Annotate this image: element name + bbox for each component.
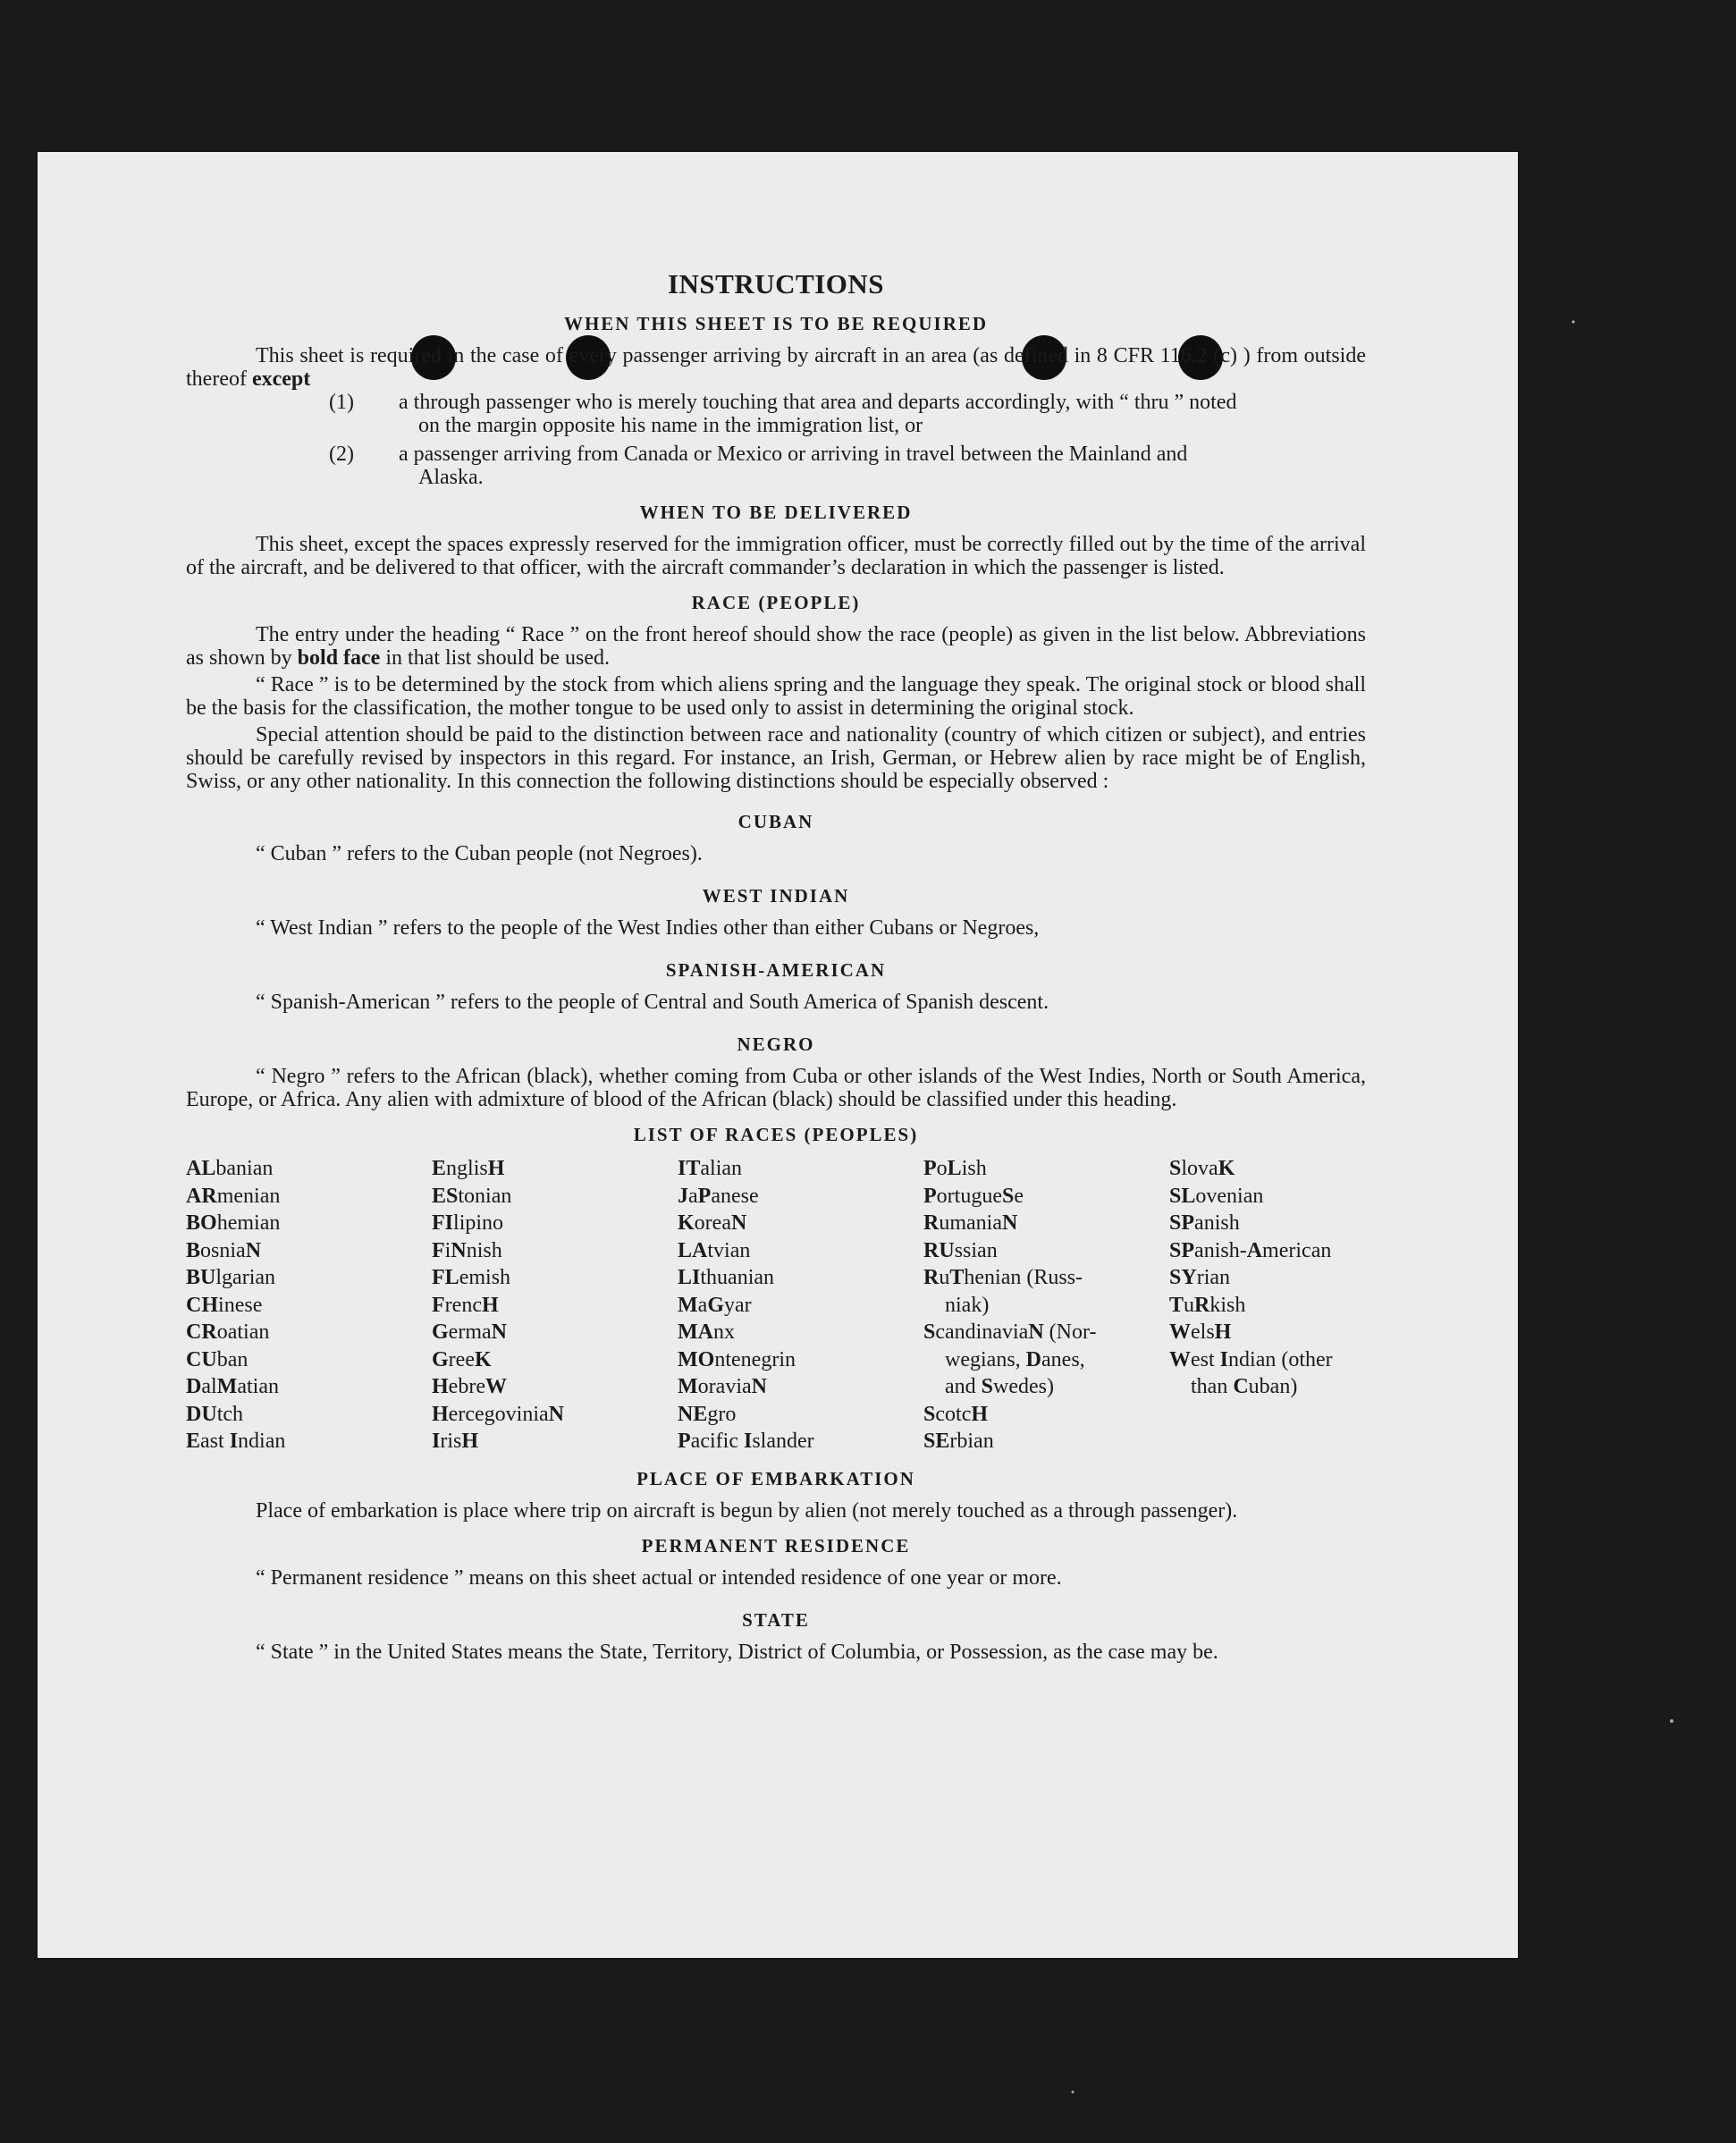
- instructions-content: [186, 268, 1366, 1664]
- race-entry: East Indian: [186, 1430, 286, 1453]
- delivered-text: This sheet, except the spaces expressly reserved for the immigration officer, must be correctly filled out by the time of the arrival of the aircraft, and be delivered to that officer, with the aircraft commander’s declaration in which the passenger is listed.: [186, 533, 1366, 579]
- heading-race: RACE (PEOPLE): [691, 592, 861, 613]
- heading-required: WHEN THIS SHEET IS TO BE REQUIRED: [563, 313, 989, 334]
- race-entry: than Cuban): [1191, 1375, 1298, 1398]
- race-entry: GermaN: [432, 1320, 507, 1344]
- race-entry: JaPanese: [678, 1184, 759, 1208]
- race-entry: ScandinaviaN (Nor-: [923, 1320, 1097, 1344]
- race-entry: EnglisH: [432, 1157, 505, 1180]
- race-entry: CUban: [186, 1347, 249, 1371]
- race-entry: MOntenegrin: [678, 1347, 796, 1371]
- race-entry: PoLish: [923, 1157, 987, 1180]
- race-entry: SPanish: [1169, 1211, 1240, 1235]
- heading-residence: PERMANENT RESIDENCE: [641, 1534, 911, 1557]
- race-entry: DUtch: [186, 1402, 244, 1426]
- heading-cuban: CUBAN: [737, 811, 814, 832]
- race-entry: BosniaN: [186, 1238, 262, 1262]
- race-entry: TuRkish: [1169, 1293, 1246, 1317]
- heading-spanish-american: SPANISH-AMERICAN: [665, 959, 887, 981]
- required-item-1: (1) a through passenger who is merely touching that area and departs accordingly, with “ thru ” noted on the margin opposite his name in the immigration list, or: [329, 391, 1237, 437]
- race-entry: PortugueSe: [923, 1184, 1024, 1208]
- race-entry: DalMatian: [186, 1375, 279, 1398]
- race-entry: NEgro: [678, 1402, 737, 1426]
- race-entry: SYrian: [1169, 1266, 1231, 1289]
- race-paragraph-2: “ Race ” is to be determined by the stock from which aliens spring and the language they speak. The original stock or blood shall be the basis for the classification, the mother tongue to be used only to assist in determining the original stock.: [186, 673, 1366, 720]
- heading-negro: NEGRO: [737, 1034, 815, 1055]
- race-entry: HercegoviniaN: [432, 1402, 564, 1426]
- race-entry: IrisH: [432, 1430, 479, 1453]
- race-entry: FrencH: [432, 1293, 499, 1317]
- heading-west-indian: WEST INDIAN: [702, 885, 850, 907]
- race-entry: RuThenian (Russ-: [923, 1266, 1083, 1289]
- races-column: [1169, 1155, 1366, 1455]
- race-entry: EStonian: [432, 1184, 512, 1208]
- race-entry: SlovaK: [1169, 1157, 1235, 1180]
- race-entry: MaGyar: [678, 1293, 752, 1317]
- heading-embarkation: PLACE OF EMBARKATION: [636, 1467, 915, 1489]
- race-entry: wegians, Danes,: [945, 1347, 1085, 1371]
- race-entry: LAtvian: [678, 1238, 751, 1262]
- embarkation-text: Place of embarkation is place where trip on aircraft is begun by alien (not merely touched as a through passenger).: [256, 1498, 1238, 1523]
- heading-state: STATE: [742, 1608, 810, 1631]
- race-entry: and Swedes): [945, 1375, 1055, 1398]
- race-entry: niak): [945, 1293, 990, 1317]
- race-entry: RumaniaN: [923, 1211, 1018, 1235]
- west-indian-text: “ West Indian ” refers to the people of the West Indies other than either Cubans or Negroes,: [256, 916, 1040, 940]
- race-entry: MoraviaN: [678, 1375, 767, 1398]
- race-entry: HebreW: [432, 1375, 507, 1398]
- spanish-american-text: “ Spanish-American ” refers to the people of Central and South America of Spanish descent.: [256, 991, 1049, 1014]
- race-paragraph-3: Special attention should be paid to the distinction between race and nationality (country of which citizen or subject), and entries should be carefully revised by inspectors in this regard. For instance, an Irish, German, or Hebrew alien by race might be of English, Swiss, or any other nationality. In this connection the following distinctions should be especially observed :: [186, 723, 1366, 793]
- race-entry: SLovenian: [1169, 1184, 1264, 1208]
- races-column: [186, 1155, 432, 1455]
- race-entry: WelsH: [1169, 1320, 1232, 1344]
- races-list: [186, 1155, 1366, 1455]
- race-entry: BOhemian: [186, 1211, 281, 1235]
- races-column: [923, 1155, 1169, 1455]
- race-entry: SErbian: [923, 1430, 994, 1453]
- race-entry: LIthuanian: [678, 1266, 775, 1289]
- state-text: “ State ” in the United States means the State, Territory, District of Columbia, or Possession, as the case may be.: [256, 1640, 1218, 1664]
- race-entry: ARmenian: [186, 1184, 281, 1208]
- race-entry: CRoatian: [186, 1320, 270, 1344]
- race-entry: SPanish-American: [1169, 1238, 1332, 1262]
- heading-delivered: WHEN TO BE DELIVERED: [639, 502, 913, 523]
- race-entry: FIlipino: [432, 1211, 504, 1235]
- negro-text: “ Negro ” refers to the African (black), whether coming from Cuba or other islands of the West Indies, North or South America, Europe, or Africa. Any alien with admixture of blood of the African (black) should be classified under this heading.: [186, 1065, 1366, 1111]
- race-entry: ITalian: [678, 1157, 743, 1180]
- race-entry: GreeK: [432, 1347, 492, 1371]
- races-column: [678, 1155, 923, 1455]
- race-entry: KoreaN: [678, 1211, 747, 1235]
- race-entry: West Indian (other: [1169, 1347, 1333, 1371]
- race-paragraph-1: The entry under the heading “ Race ” on the front hereof should show the race (people) as given in the list below. Abbreviations as shown by bold face in that list should be used.: [186, 623, 1366, 670]
- cuban-text: “ Cuban ” refers to the Cuban people (not Negroes).: [256, 842, 703, 865]
- race-entry: FLemish: [432, 1266, 511, 1289]
- race-entry: RUssian: [923, 1238, 998, 1262]
- residence-text: “ Permanent residence ” means on this sheet actual or intended residence of one year or more.: [256, 1565, 1062, 1590]
- race-entry: ALbanian: [186, 1157, 274, 1180]
- heading-races-list: LIST OF RACES (PEOPLES): [633, 1124, 919, 1145]
- race-entry: BUlgarian: [186, 1266, 276, 1289]
- race-entry: Pacific Islander: [678, 1430, 814, 1453]
- race-entry: FiNnish: [432, 1238, 502, 1262]
- race-entry: ScotcH: [923, 1402, 989, 1426]
- required-intro: This sheet is required in the case of every passenger arriving by aircraft in an area (as defined in 8 CFR 116.2 (c) ) from outside thereof except: [186, 344, 1366, 391]
- races-column: [432, 1155, 678, 1455]
- required-item-2: (2) a passenger arriving from Canada or Mexico or arriving in travel between the Mainland and Alaska.: [329, 443, 1188, 489]
- race-entry: CHinese: [186, 1293, 263, 1317]
- page-title: INSTRUCTIONS: [667, 268, 884, 300]
- race-entry: MAnx: [678, 1320, 735, 1344]
